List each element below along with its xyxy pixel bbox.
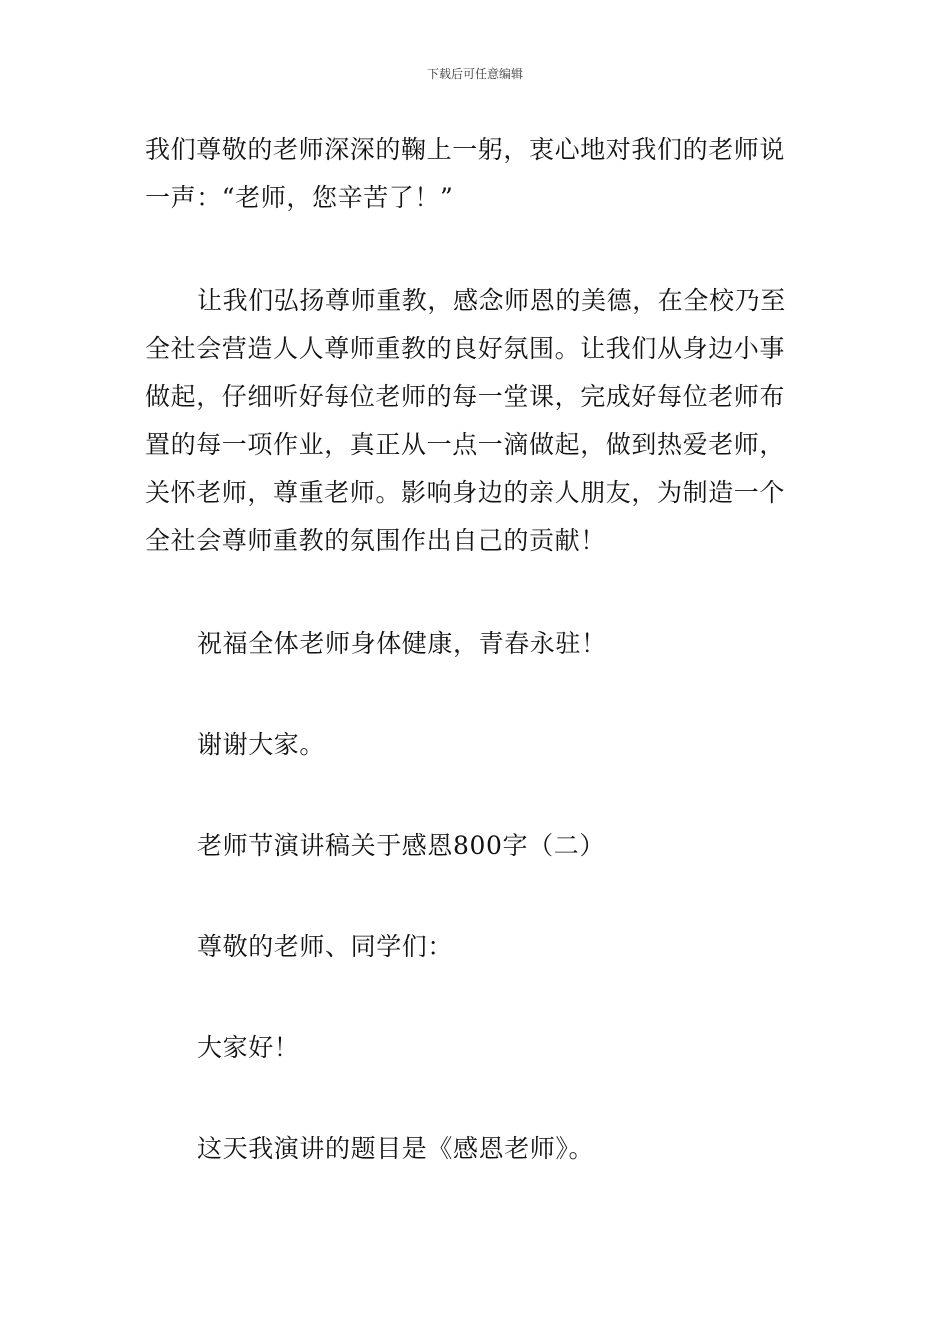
- paragraph-greeting: 大家好！: [197, 1033, 300, 1062]
- paragraph-salutation: 尊敬的老师、同学们：: [197, 932, 454, 961]
- paragraph-thank-you: 谢谢大家。: [197, 730, 326, 759]
- paragraph-blessing: 祝福全体老师身体健康，青春永驻！: [197, 629, 607, 658]
- paragraph-call-to-action: 让我们弘扬尊师重教，感念师恩的美德，在全校乃至全社会营造人人尊师重教的良好氛围。让我们从身边小事做起，仔细听好每位老师的每一堂课，完成好每位老师布置的每一项作业，真正从一点一滴做起，做到热爱老师，关怀老师，尊重老师。影响身边的亲人朋友，为制造一个全社会尊师重教的氛围作出自己的贡献！: [145, 286, 786, 555]
- page-header-note: 下载后可任意编辑: [426, 67, 523, 81]
- section-title: 老师节演讲稿关于感恩800字（二）: [197, 831, 605, 860]
- paragraph-topic: 这天我演讲的题目是《感恩老师》。: [197, 1134, 595, 1163]
- paragraph-closing-thanks: 我们尊敬的老师深深的鞠上一躬，衷心地对我们的老师说一声：“老师，您辛苦了！”: [145, 135, 786, 212]
- document-body: [145, 126, 807, 1173]
